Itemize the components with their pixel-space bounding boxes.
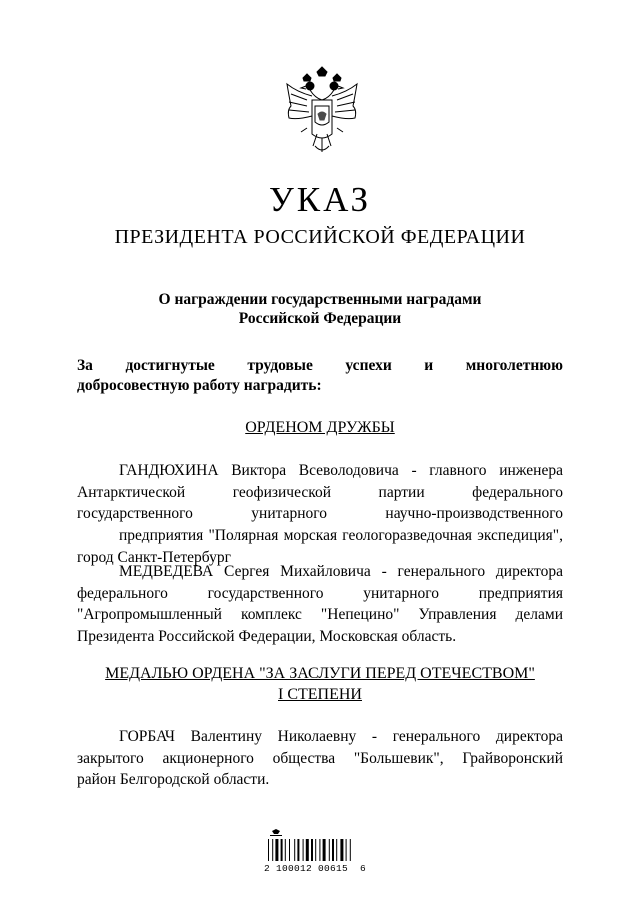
awardee-line: Президента Российской Федерации, Московская область. [77, 628, 457, 646]
awardee-line: город Санкт-Петербург [77, 548, 231, 566]
barcode-number: 2 100012 00615 6 [264, 863, 367, 874]
awardee-medvedev [77, 561, 563, 648]
subject-line: Российской Федерации [238, 310, 402, 327]
awardee-line: МЕДВЕДЕВА Сергея Михайловича - генерального директора [119, 563, 563, 580]
awardee-line: предприятия "Полярная морская геологоразведочная экспедиция", [119, 527, 563, 545]
awardee-line: государственного унитарного научно-производственного [77, 505, 563, 523]
intro-line: За достигнутые трудовые успехи и многолетнюю [77, 357, 563, 374]
awardee-line: район Белгородской области. [77, 771, 270, 789]
decree-subject [0, 290, 640, 328]
decree-intro [77, 356, 563, 396]
awardee-line: ГОРБАЧ Валентину Николаевну - генерального директора [119, 728, 563, 745]
awardee-gandyukhin [77, 460, 563, 569]
award-heading-order-of-friendship: ОРДЕНОМ ДРУЖБЫ [245, 419, 395, 436]
awardee-line: ГАНДЮХИНА Виктора Всеволодовича - главного инженера [119, 462, 563, 479]
subject-line: О награждении государственными наградами [158, 291, 482, 308]
award-heading-medal [0, 663, 640, 705]
award-heading-line: МЕДАЛЬЮ ОРДЕНА "ЗА ЗАСЛУГИ ПЕРЕД ОТЕЧЕСТВОМ" [105, 665, 535, 682]
awardee-line: федерального государственного унитарного предприятия [77, 584, 563, 602]
coat-of-arms-icon [277, 66, 367, 161]
barcode-logo-icon [270, 829, 282, 836]
decree-title: УКАЗ [268, 180, 372, 219]
intro-line: добросовестную работу наградить: [77, 377, 322, 394]
awardee-gorbach [77, 726, 563, 791]
decree-subtitle: ПРЕЗИДЕНТА РОССИЙСКОЙ ФЕДЕРАЦИИ [114, 226, 526, 248]
awardee-line: Антарктической геофизической партии федерального [77, 483, 563, 501]
awardee-line: закрытого акционерного общества "Большевик", Грайворонский [77, 749, 563, 767]
award-heading-line: I СТЕПЕНИ [278, 686, 362, 703]
awardee-line: "Агропромышленный комплекс "Непецино" Управления делами [77, 606, 563, 624]
